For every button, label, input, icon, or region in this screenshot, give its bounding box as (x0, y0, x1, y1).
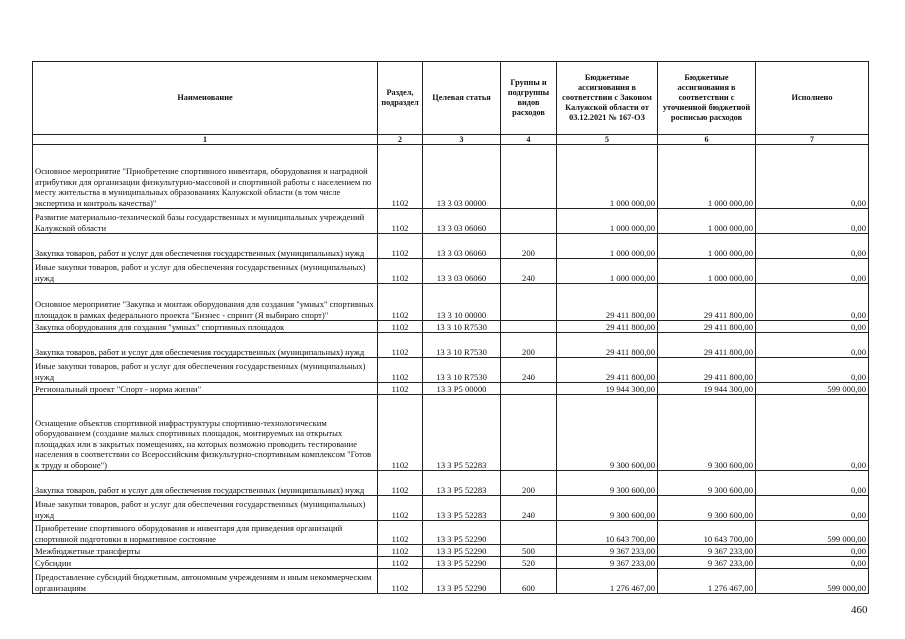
row-group (501, 145, 557, 209)
row-name: Региональный проект "Спорт - норма жизни" (33, 383, 378, 395)
row-name: Развитие материально-технической базы государственных и муниципальных учреждений Калужской области (33, 209, 378, 234)
row-name: Иные закупки товаров, работ и услуг для обеспечения государственных (муниципальных) нужд (33, 259, 378, 284)
row-group (501, 383, 557, 395)
row-section: 1102 (378, 234, 423, 259)
column-number: 3 (423, 135, 501, 145)
row-article: 13 3 10 R7530 (423, 358, 501, 383)
row-group: 240 (501, 259, 557, 284)
row-section: 1102 (378, 521, 423, 545)
table-row (33, 545, 869, 557)
row-law-allocation: 1 000 000,00 (557, 209, 658, 234)
table-row (33, 471, 869, 496)
row-law-allocation: 1 000 000,00 (557, 259, 658, 284)
row-article: 13 3 P5 52290 (423, 521, 501, 545)
row-executed: 0,00 (756, 471, 869, 496)
column-number: 6 (658, 135, 756, 145)
column-number: 4 (501, 135, 557, 145)
row-article: 13 3 P5 52290 (423, 569, 501, 594)
table-row (33, 209, 869, 234)
row-article: 13 3 10 R7530 (423, 333, 501, 358)
row-section: 1102 (378, 383, 423, 395)
row-executed: 599 000,00 (756, 569, 869, 594)
row-section: 1102 (378, 496, 423, 521)
row-law-allocation: 9 367 233,00 (557, 557, 658, 569)
row-name: Основное мероприятие "Закупка и монтаж оборудования для создания "умных" спортивных площадок в рамках федерального проекта "Бизнес - спринт (Я выбираю спорт)" (33, 284, 378, 321)
row-law-allocation: 29 411 800,00 (557, 321, 658, 333)
row-section: 1102 (378, 557, 423, 569)
row-refined-allocation: 9 367 233,00 (658, 545, 756, 557)
header-group: Группы и подгруппы видов расходов (501, 62, 557, 135)
row-name: Закупка товаров, работ и услуг для обеспечения государственных (муниципальных) нужд (33, 333, 378, 358)
row-group: 200 (501, 333, 557, 358)
row-law-allocation: 9 300 600,00 (557, 395, 658, 471)
row-group (501, 284, 557, 321)
table-row (33, 321, 869, 333)
row-article: 13 3 03 06060 (423, 209, 501, 234)
row-section: 1102 (378, 259, 423, 284)
row-law-allocation: 9 300 600,00 (557, 471, 658, 496)
header-article: Целевая статья (423, 62, 501, 135)
table-row (33, 333, 869, 358)
row-executed: 0,00 (756, 395, 869, 471)
row-group: 240 (501, 496, 557, 521)
row-law-allocation: 9 367 233,00 (557, 545, 658, 557)
row-law-allocation: 1 000 000,00 (557, 145, 658, 209)
row-article: 13 3 10 R7530 (423, 321, 501, 333)
table-row (33, 496, 869, 521)
row-refined-allocation: 29 411 800,00 (658, 333, 756, 358)
budget-table (32, 61, 869, 594)
row-group (501, 209, 557, 234)
row-section: 1102 (378, 471, 423, 496)
table-row (33, 234, 869, 259)
header-executed: Исполнено (756, 62, 869, 135)
row-article: 13 3 P5 52290 (423, 545, 501, 557)
column-number: 7 (756, 135, 869, 145)
row-group: 200 (501, 234, 557, 259)
row-group: 520 (501, 557, 557, 569)
row-law-allocation: 29 411 800,00 (557, 333, 658, 358)
row-law-allocation: 29 411 800,00 (557, 358, 658, 383)
row-executed: 0,00 (756, 234, 869, 259)
row-article: 13 3 P5 52283 (423, 395, 501, 471)
row-article: 13 3 03 06060 (423, 234, 501, 259)
row-executed: 0,00 (756, 557, 869, 569)
row-law-allocation: 1 000 000,00 (557, 234, 658, 259)
row-law-allocation: 19 944 300,00 (557, 383, 658, 395)
row-section: 1102 (378, 333, 423, 358)
row-section: 1102 (378, 209, 423, 234)
row-section: 1102 (378, 545, 423, 557)
header-law-allocation: Бюджетные ассигнования в соответствии с Законом Калужской области от 03.12.2021 № 167-ОЗ (557, 62, 658, 135)
row-executed: 0,00 (756, 545, 869, 557)
page-number: 460 (851, 604, 868, 616)
row-section: 1102 (378, 569, 423, 594)
table-row (33, 395, 869, 471)
column-number: 1 (33, 135, 378, 145)
row-executed: 0,00 (756, 284, 869, 321)
row-name: Субсидии (33, 557, 378, 569)
row-article: 13 3 P5 00000 (423, 383, 501, 395)
row-law-allocation: 9 300 600,00 (557, 496, 658, 521)
row-executed: 0,00 (756, 333, 869, 358)
table-row (33, 557, 869, 569)
row-executed: 0,00 (756, 209, 869, 234)
row-refined-allocation: 1 276 467,00 (658, 569, 756, 594)
row-refined-allocation: 1 000 000,00 (658, 234, 756, 259)
header-name: Наименование (33, 62, 378, 135)
row-section: 1102 (378, 145, 423, 209)
column-number: 5 (557, 135, 658, 145)
row-refined-allocation: 19 944 300,00 (658, 383, 756, 395)
row-group (501, 395, 557, 471)
row-article: 13 3 10 00000 (423, 284, 501, 321)
row-refined-allocation: 29 411 800,00 (658, 284, 756, 321)
row-section: 1102 (378, 358, 423, 383)
table-row (33, 259, 869, 284)
row-article: 13 3 03 06060 (423, 259, 501, 284)
header-row (33, 62, 869, 135)
row-group: 200 (501, 471, 557, 496)
table-row (33, 383, 869, 395)
row-refined-allocation: 29 411 800,00 (658, 358, 756, 383)
row-group (501, 321, 557, 333)
row-refined-allocation: 9 300 600,00 (658, 496, 756, 521)
row-name: Основное мероприятие "Приобретение спортивного инвентаря, оборудования и наградной атрибутики для организации физкультурно-массовой и спортивной работы с населением по месту жительства в муниципальных образованиях Калужской области (в том числе экспертиза и контроль качества)" (33, 145, 378, 209)
row-name: Приобретение спортивного оборудования и инвентаря для приведения организаций спортивной подготовки в нормативное состояние (33, 521, 378, 545)
row-refined-allocation: 1 000 000,00 (658, 209, 756, 234)
row-law-allocation: 10 643 700,00 (557, 521, 658, 545)
row-article: 13 3 03 00000 (423, 145, 501, 209)
row-law-allocation: 29 411 800,00 (557, 284, 658, 321)
row-group: 240 (501, 358, 557, 383)
row-group: 500 (501, 545, 557, 557)
header-refined-allocation: Бюджетные ассигнования в соответствии с уточненной бюджетной росписью расходов (658, 62, 756, 135)
row-name: Иные закупки товаров, работ и услуг для обеспечения государственных (муниципальных) нужд (33, 358, 378, 383)
row-name: Закупка товаров, работ и услуг для обеспечения государственных (муниципальных) нужд (33, 471, 378, 496)
row-refined-allocation: 9 300 600,00 (658, 471, 756, 496)
row-executed: 0,00 (756, 145, 869, 209)
row-executed: 0,00 (756, 496, 869, 521)
row-name: Межбюджетные трансферты (33, 545, 378, 557)
row-executed: 599 000,00 (756, 521, 869, 545)
row-group (501, 521, 557, 545)
row-refined-allocation: 10 643 700,00 (658, 521, 756, 545)
row-refined-allocation: 1 000 000,00 (658, 259, 756, 284)
row-executed: 599 000,00 (756, 383, 869, 395)
row-refined-allocation: 29 411 800,00 (658, 321, 756, 333)
row-executed: 0,00 (756, 321, 869, 333)
row-article: 13 3 P5 52283 (423, 471, 501, 496)
row-section: 1102 (378, 321, 423, 333)
column-number: 2 (378, 135, 423, 145)
row-refined-allocation: 9 367 233,00 (658, 557, 756, 569)
row-executed: 0,00 (756, 358, 869, 383)
row-name: Оснащение объектов спортивной инфраструктуры спортивно-технологическим оборудованием (создание малых спортивных площадок, монтируемых на открытых площадках или в закрытых помещениях, на которых возможно проводить тестирование населения в соответствии со Всероссийским физкультурно-спортивным комплексом "Готов к труду и обороне") (33, 395, 378, 471)
row-section: 1102 (378, 395, 423, 471)
header-section: Раздел, подраздел (378, 62, 423, 135)
row-group: 600 (501, 569, 557, 594)
table-row (33, 145, 869, 209)
row-refined-allocation: 9 300 600,00 (658, 395, 756, 471)
row-name: Закупка оборудования для создания "умных" спортивных площадок (33, 321, 378, 333)
table-row (33, 521, 869, 545)
row-article: 13 3 P5 52283 (423, 496, 501, 521)
table-row (33, 358, 869, 383)
row-name: Иные закупки товаров, работ и услуг для обеспечения государственных (муниципальных) нужд (33, 496, 378, 521)
row-name: Закупка товаров, работ и услуг для обеспечения государственных (муниципальных) нужд (33, 234, 378, 259)
row-executed: 0,00 (756, 259, 869, 284)
row-law-allocation: 1 276 467,00 (557, 569, 658, 594)
row-section: 1102 (378, 284, 423, 321)
row-name: Предоставление субсидий бюджетным, автономным учреждениям и иным некоммерческим организациям (33, 569, 378, 594)
table-row (33, 284, 869, 321)
column-number-row (33, 135, 869, 145)
row-article: 13 3 P5 52290 (423, 557, 501, 569)
table-row (33, 569, 869, 594)
row-refined-allocation: 1 000 000,00 (658, 145, 756, 209)
